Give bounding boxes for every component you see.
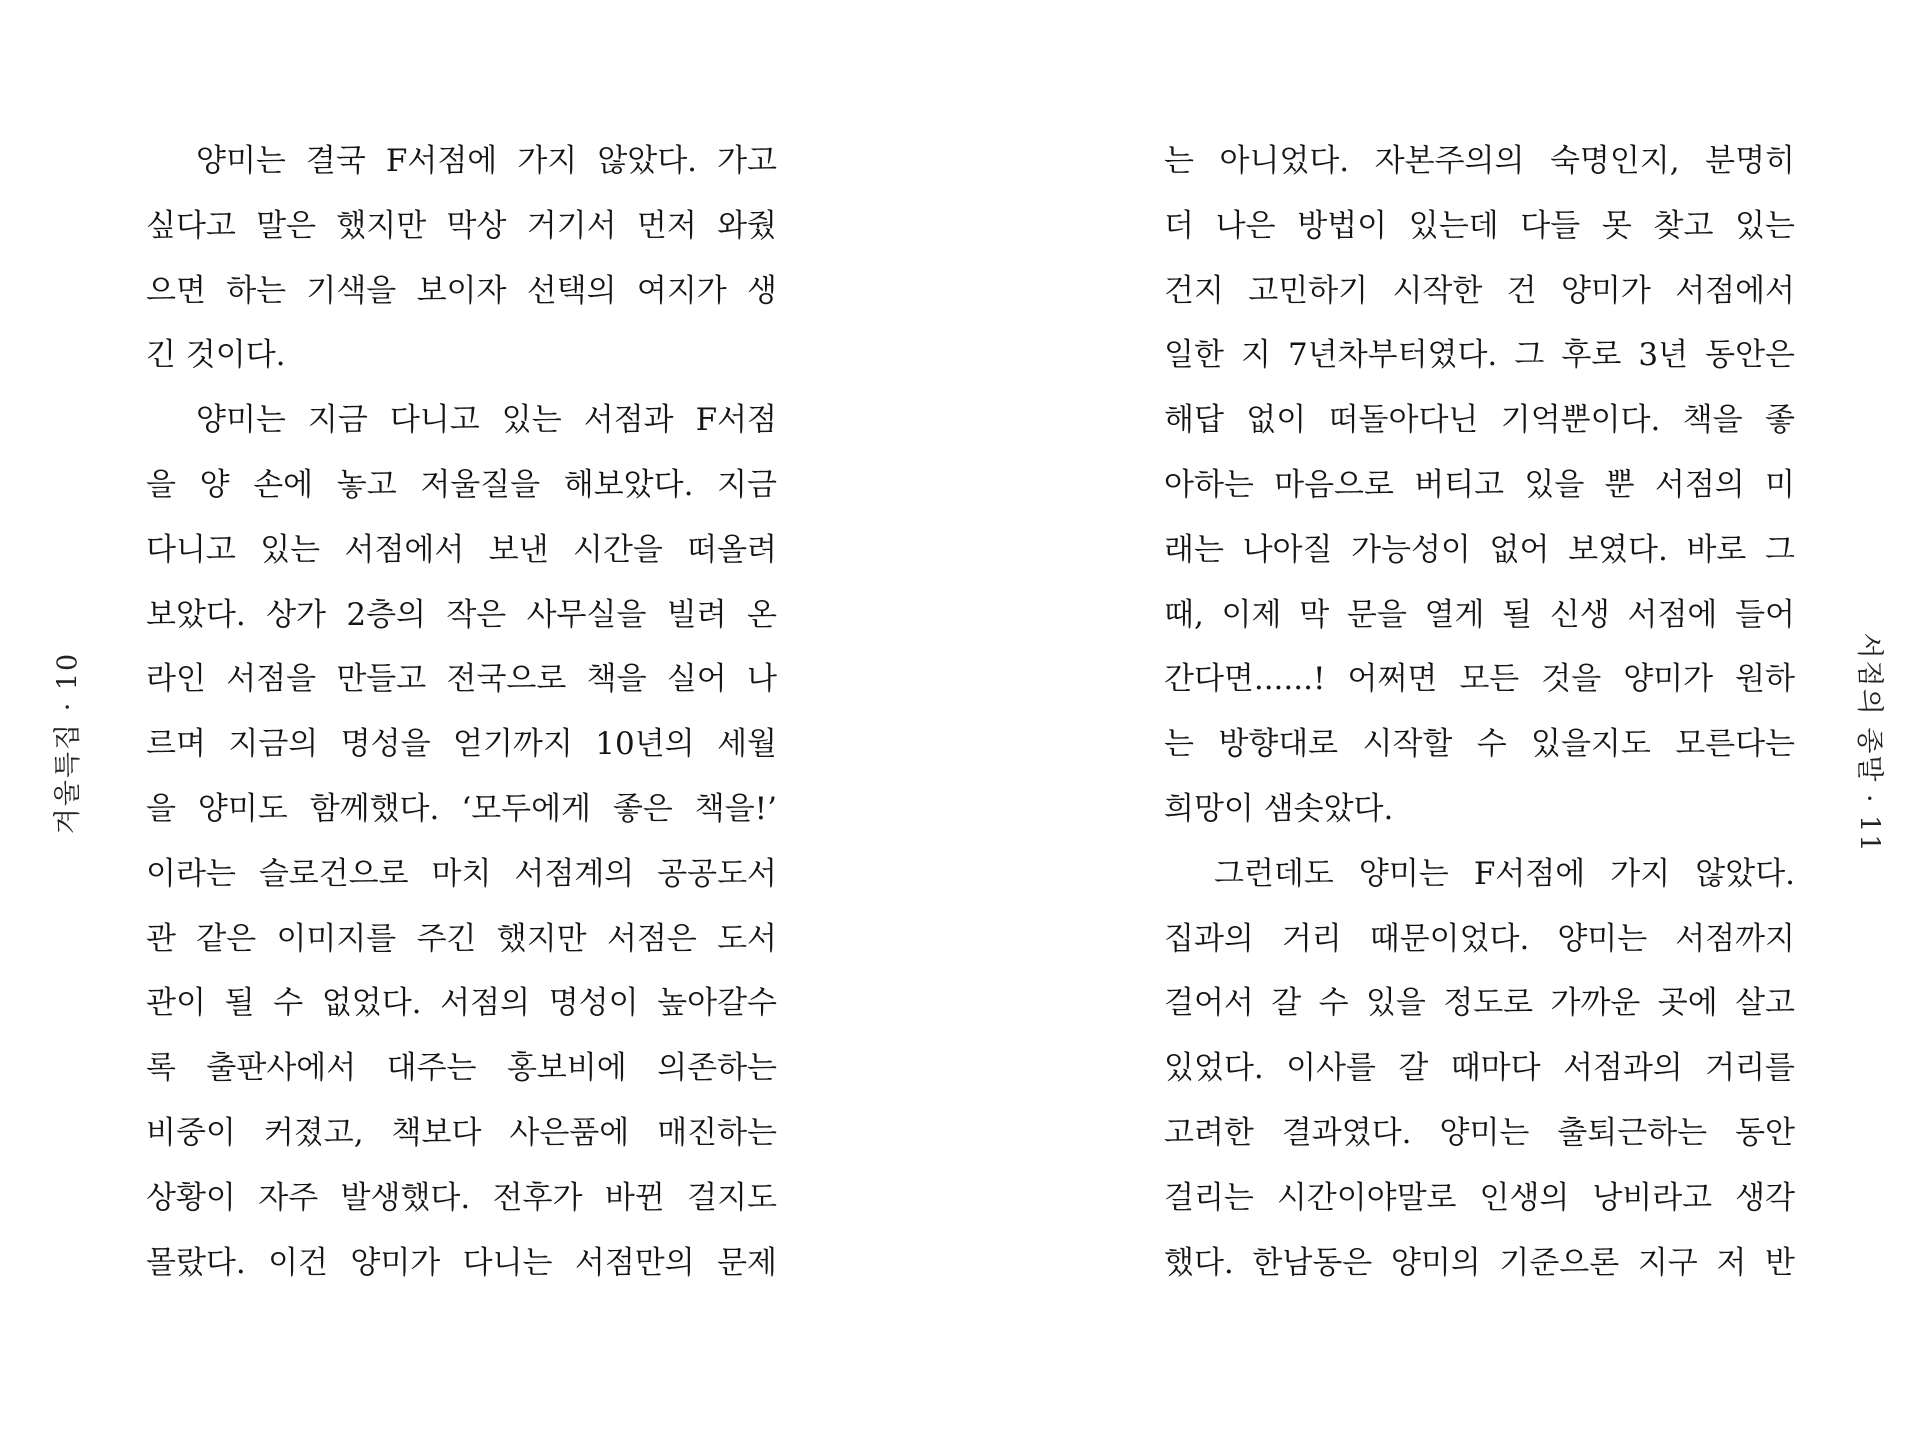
text-line: 을 양 손에 놓고 저울질을 해보았다. 지금 — [146, 466, 777, 503]
text-line: 더 나은 방법이 있는데 다들 못 찾고 있는 — [1164, 207, 1795, 244]
text-line: 이라는 슬로건으로 마치 서점계의 공공도서 — [146, 855, 777, 892]
text-line: 희망이 샘솟았다. — [1164, 790, 1394, 827]
text-line: 집과의 거리 때문이었다. 양미는 서점까지 — [1164, 920, 1795, 957]
text-line: 걸리는 시간이야말로 인생의 낭비라고 생각 — [1164, 1179, 1795, 1216]
text-line: 을 양미도 함께했다. ‘모두에게 좋은 책을!’ — [146, 790, 777, 827]
text-line: 때, 이제 막 문을 열게 될 신생 서점에 들어 — [1164, 596, 1795, 633]
text-line: 있었다. 이사를 갈 때마다 서점과의 거리를 — [1164, 1050, 1795, 1087]
paragraph — [1164, 129, 1795, 842]
text-line: 양미는 결국 F서점에 가지 않았다. 가고 — [196, 143, 777, 179]
text-line: 그런데도 양미는 F서점에 가지 않았다. — [1214, 855, 1795, 892]
text-line: 비중이 커졌고, 책보다 사은품에 매진하는 — [146, 1114, 777, 1151]
text-line: 관 같은 이미지를 주긴 했지만 서점은 도서 — [146, 920, 777, 957]
text-line: 라인 서점을 만들고 전국으로 책을 실어 나 — [146, 661, 777, 698]
text-line: 는 아니었다. 자본주의의 숙명인지, 분명히 — [1164, 143, 1795, 179]
paragraph — [146, 129, 777, 388]
text-line: 싶다고 말은 했지만 막상 거기서 먼저 와줬 — [146, 207, 777, 244]
text-line: 는 방향대로 시작할 수 있을지도 모른다는 — [1164, 726, 1795, 763]
text-line: 래는 나아질 가능성이 없어 보였다. 바로 그 — [1164, 531, 1795, 568]
right-page — [960, 0, 1919, 1440]
text-line: 상황이 자주 발생했다. 전후가 바뀐 걸지도 — [146, 1179, 777, 1216]
text-line: 긴 것이다. — [146, 337, 286, 374]
left-page-body-text — [146, 129, 777, 1295]
text-line: 관이 될 수 없었다. 서점의 명성이 높아갈수 — [146, 985, 777, 1022]
text-line: 고려한 결과였다. 양미는 출퇴근하는 동안 — [1164, 1114, 1795, 1151]
text-line: 다니고 있는 서점에서 보낸 시간을 떠올려 — [146, 531, 777, 568]
text-line: 보았다. 상가 2층의 작은 사무실을 빌려 온 — [146, 596, 777, 633]
paragraph — [146, 388, 777, 1295]
text-line: 으면 하는 기색을 보이자 선택의 여지가 생 — [146, 272, 777, 309]
text-line: 간다면......! 어쩌면 모든 것을 양미가 원하 — [1164, 661, 1795, 698]
text-line: 걸어서 갈 수 있을 정도로 가까운 곳에 살고 — [1164, 985, 1795, 1022]
text-line: 몰랐다. 이건 양미가 다니는 서점만의 문제 — [146, 1244, 777, 1281]
text-line: 아하는 마음으로 버티고 있을 뿐 서점의 미 — [1164, 466, 1795, 503]
running-head-right: 서점의 종말 · 11 — [1853, 632, 1885, 854]
text-line: 해답 없이 떠돌아다닌 기억뿐이다. 책을 좋 — [1164, 402, 1795, 439]
right-page-body-text — [1164, 129, 1795, 1295]
text-line: 일한 지 7년차부터였다. 그 후로 3년 동안은 — [1164, 337, 1795, 374]
paragraph — [1164, 842, 1795, 1296]
running-head-left: 겨울특집 · 10 — [52, 651, 84, 835]
text-line: 건지 고민하기 시작한 건 양미가 서점에서 — [1164, 272, 1795, 309]
text-line: 했다. 한남동은 양미의 기준으론 지구 저 반 — [1164, 1244, 1795, 1281]
text-line: 양미는 지금 다니고 있는 서점과 F서점 — [196, 402, 777, 439]
text-line: 르며 지금의 명성을 얻기까지 10년의 세월 — [146, 726, 777, 763]
text-line: 록 출판사에서 대주는 홍보비에 의존하는 — [146, 1050, 777, 1087]
